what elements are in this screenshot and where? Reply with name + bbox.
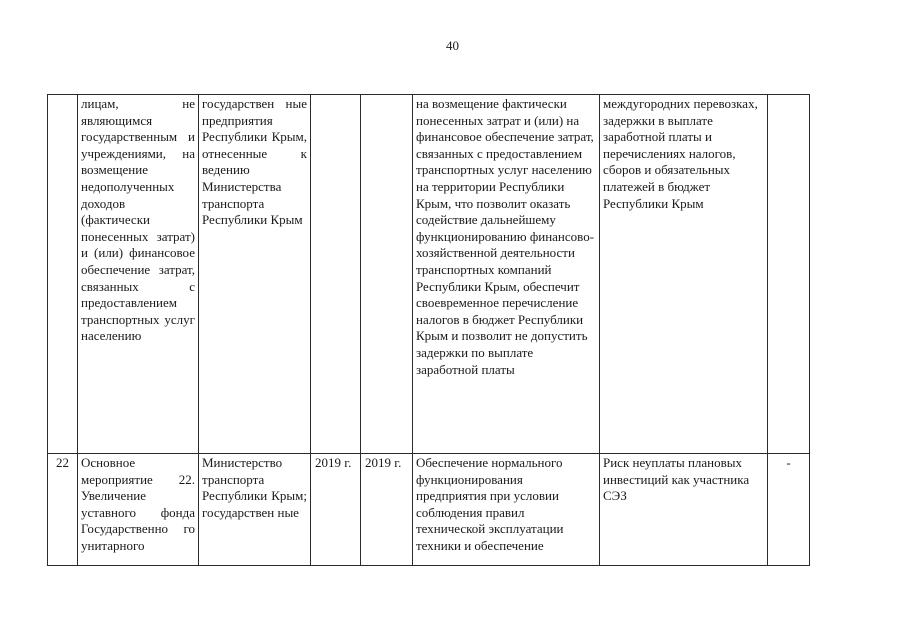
note-cell <box>768 95 810 454</box>
page-number: 40 <box>446 38 459 53</box>
table-row <box>48 454 810 566</box>
risk-cell: Риск неуплаты плановых инвестиций как участника СЭЗ <box>600 454 768 566</box>
result-cell: на возмещение фактически понесенных затрат и (или) на финансовое обеспечение затрат, связанных с предоставлением транспортных услуг населению на территории Республики Крым, что позволит оказать содействие дальнейшему функционированию финансово-хозяйственной деятельности транспортных компаний Республики Крым, обеспечит своевременное перечисление налогов в бюджет Республики Крым и позволит не допустить задержки по выплате заработной платы <box>413 95 600 454</box>
executor-cell: Министерство транспорта Республики Крым; государствен ные <box>199 454 311 566</box>
note-cell: - <box>768 454 810 566</box>
measures-table <box>47 94 810 566</box>
executor-cell: государствен ные предприятия Республики Крым, отнесенные к ведению Министерства транспорта Республики Крым <box>199 95 311 454</box>
end-date-cell <box>361 95 413 454</box>
result-cell: Обеспечение нормального функционирования предприятия при условии соблюдения правил технической эксплуатации техники и обеспечение <box>413 454 600 566</box>
row-number-cell <box>48 95 78 454</box>
start-date-cell <box>311 95 361 454</box>
activity-cell: лицам, не являющимся государственным и учреждениями, на возмещение недополученных доходов (фактически понесенных затрат) и (или) финансовое обеспечение затрат, связанных с предоставлением транспортных услуг населению <box>78 95 199 454</box>
table-row <box>48 95 810 454</box>
end-date-cell: 2019 г. <box>361 454 413 566</box>
activity-cell: Основное мероприятие 22. Увеличение уставного фонда Государственно го унитарного <box>78 454 199 566</box>
start-date-cell: 2019 г. <box>311 454 361 566</box>
risk-cell: междугородних перевозках, задержки в выплате заработной платы и перечислениях налогов, сборов и обязательных платежей в бюджет Республики Крым <box>600 95 768 454</box>
row-number-cell: 22 <box>48 454 78 566</box>
